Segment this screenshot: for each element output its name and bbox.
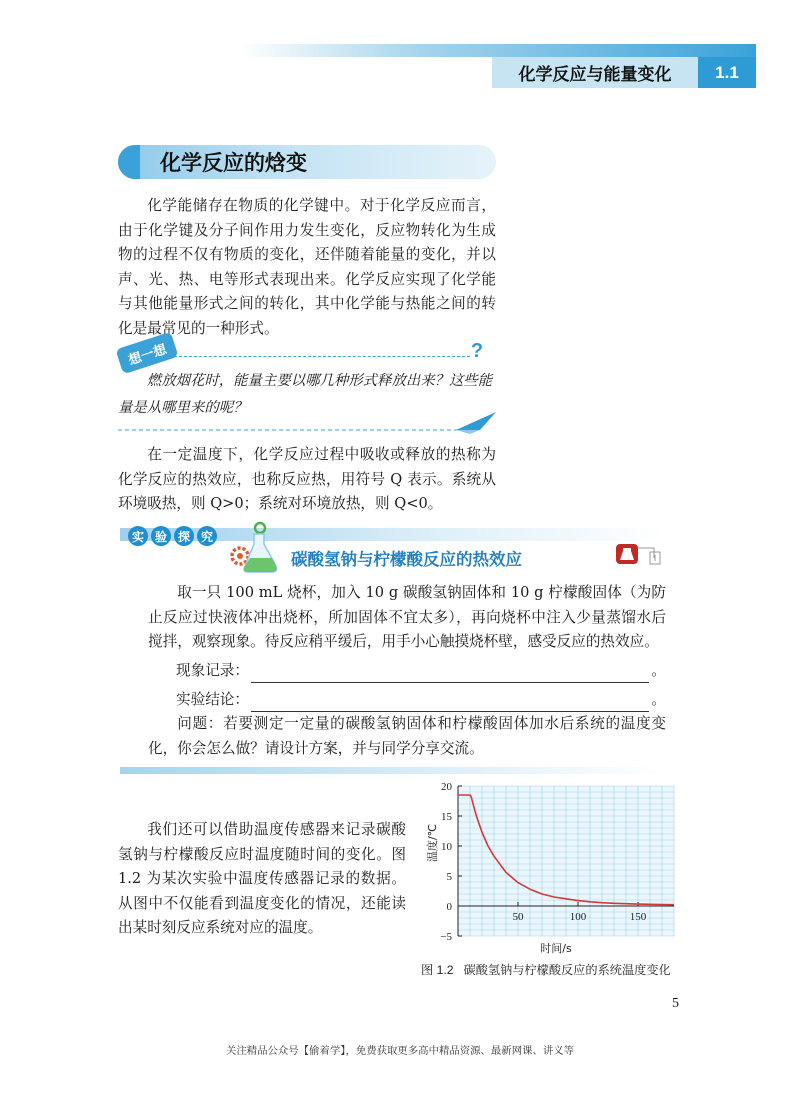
figure-caption (421, 961, 671, 978)
badge-char: 探 (174, 526, 194, 546)
y-tick-label: −5 (440, 931, 452, 943)
conclusion-line (176, 688, 666, 712)
section-title: 化学反应的焓变 (118, 145, 496, 179)
definition-paragraph: 在一定温度下，化学反应过程中吸收或释放的热称为化学反应的热效应，也称反应热，用符号 Q 表示。系统从环境吸热，则 Q>0；系统对环境放热，则 Q<0。 (118, 446, 496, 513)
think-arrow-line (118, 408, 498, 434)
badge-char: 验 (151, 526, 171, 546)
badge-char: 究 (197, 526, 217, 546)
record-label: 现象记录： (176, 662, 249, 679)
beaker-icon (614, 542, 672, 566)
flask-gear-icon (228, 520, 284, 576)
y-tick-label: 20 (441, 781, 452, 793)
figure-number: 图 1.2 (421, 963, 454, 977)
figure-caption-text: 碳酸氢钠与柠檬酸反应的系统温度变化 (463, 963, 671, 977)
y-tick-label: 15 (441, 811, 452, 823)
period: 。 (651, 662, 666, 679)
conclusion-blank[interactable] (251, 695, 649, 712)
footer-note: 关注精品公众号【偷着学】，免费获取更多高中精品资源、最新网课、讲义等 (225, 1045, 575, 1057)
chapter-number: 1.1 (698, 57, 756, 88)
y-tick-label: 5 (446, 871, 452, 883)
intro-paragraph: 化学能储存在物质的化学键中。对于化学反应而言，由于化学键及分子间作用力发生变化，反应物转化为生成物的过程不仅有物质的变化，还伴随着能量的变化，并以声、光、热、电等形式表现出来。化学反应实现了化学能与其他能量形式之间的转化，其中化学能与热能之间的转化是最常见的一种形式。 (118, 197, 496, 337)
header-band (240, 44, 756, 57)
record-line (176, 659, 666, 683)
experiment-question: 问题：若要测定一定量的碳酸氢钠固体和柠檬酸固体加水后系统的温度变化，你会怎么做？请设计方案，并与同学分享交流。 (148, 715, 666, 757)
experiment-bottom-band (120, 767, 666, 774)
page-number: 5 (672, 996, 679, 1011)
think-badge: 想一想 (115, 332, 178, 375)
temperature-chart (420, 776, 690, 956)
think-divider (174, 356, 470, 357)
x-tick-label: 50 (512, 911, 524, 923)
think-question: 燃放烟花时，能量主要以哪几种形式释放出来？这些能量是从哪里来的呢？ (118, 373, 493, 416)
record-blank[interactable] (251, 666, 649, 683)
experiment-badge (128, 526, 217, 546)
badge-char: 实 (128, 526, 148, 546)
x-axis-label: 时间/s (540, 942, 572, 955)
experiment-procedure: 取一只 100 mL 烧杯，加入 10 g 碳酸氢钠固体和 10 g 柠檬酸固体（为防止反应过快液体冲出烧杯，所加固体不宜太多），再向烧杯中注入少量蒸馏水后搅拌，观察现象。待反应稍平缓后，用手小心触摸烧杯壁，感受反应的热效应。 (148, 584, 666, 651)
experiment-title: 碳酸氢钠与柠檬酸反应的热效应 (291, 550, 522, 569)
chapter-title: 化学反应与能量变化 (492, 57, 698, 88)
y-axis-label: 温度/℃ (426, 823, 439, 863)
sensor-paragraph: 我们还可以借助温度传感器来记录碳酸氢钠与柠檬酸反应时温度随时间的变化。图 1.2 为某次实验中温度传感器记录的数据。从图中不仅能看到温度变化的情况，还能读出某时刻反应系统对应的温度。 (118, 821, 406, 937)
period: 。 (651, 691, 666, 708)
y-tick-label: 0 (446, 901, 452, 913)
question-mark-icon: ? (470, 339, 484, 362)
y-tick-label: 10 (441, 841, 452, 853)
x-tick-label: 100 (569, 911, 587, 923)
conclusion-label: 实验结论： (176, 691, 249, 708)
x-tick-label: 150 (629, 911, 647, 923)
